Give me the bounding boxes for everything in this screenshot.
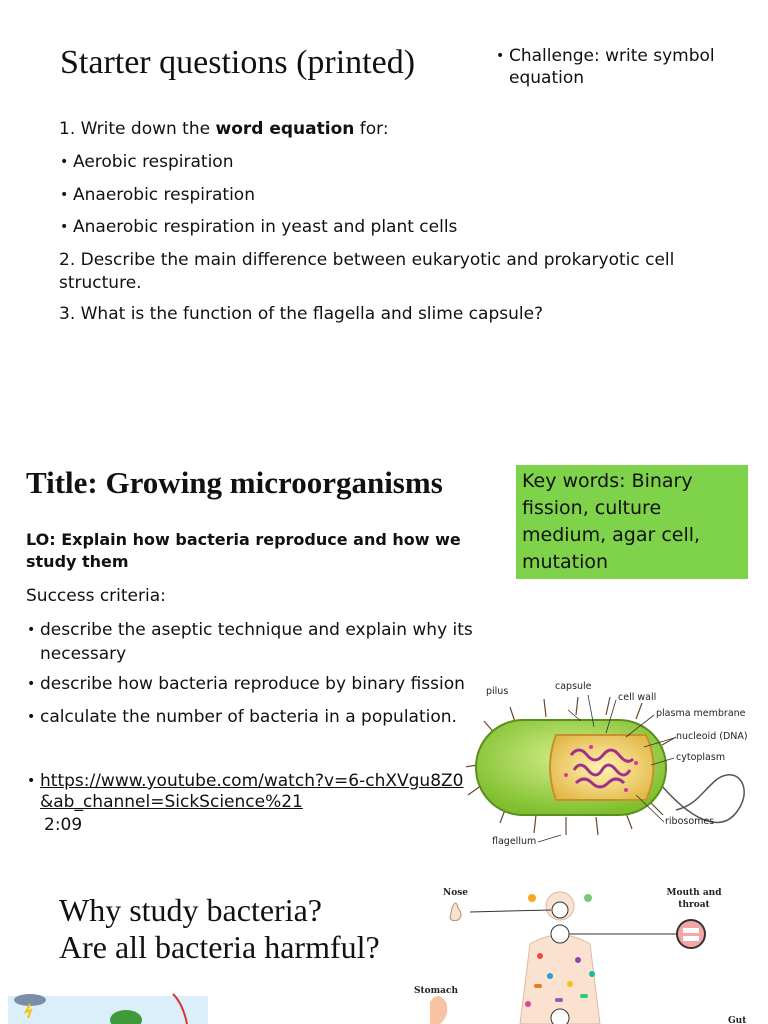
label-gut: Gut	[728, 1016, 747, 1024]
label-pilus: pilus	[486, 686, 509, 697]
bullet-icon: •	[27, 622, 36, 638]
question-2: 2. Describe the main difference between eukaryotic and prokaryotic cell structure.	[59, 250, 675, 293]
bullet-icon: •	[496, 48, 505, 64]
bullet-icon: •	[27, 709, 36, 725]
criteria-item: • describe the aseptic technique and explain why its necessary	[27, 620, 473, 664]
question-1-bullet: • Anaerobic respiration in yeast and plant cells	[60, 217, 458, 237]
bullet-icon: •	[60, 154, 69, 170]
bullet-icon: •	[60, 187, 69, 203]
label-ribosomes: ribosomes	[665, 816, 715, 827]
label-nose: Nose	[443, 888, 469, 898]
learning-objective: LO: Explain how bacteria reproduce and how we study them	[26, 530, 461, 571]
question-3: 3. What is the function of the flagella and slime capsule?	[59, 304, 544, 324]
human-microbiome-diagram	[410, 884, 758, 1024]
question-1: 1. Write down the word equation for:	[59, 119, 389, 139]
label-capsule: capsule	[555, 681, 592, 692]
criteria-item: • describe how bacteria reproduce by binary fission	[27, 674, 465, 694]
label-cell-wall: cell wall	[618, 692, 657, 703]
bullet-icon: •	[27, 773, 36, 789]
label-flagellum: flagellum	[492, 836, 537, 847]
slide-why-study-bacteria	[0, 868, 768, 1024]
slide-starter-questions	[0, 0, 768, 430]
bacterium-diagram	[466, 675, 748, 855]
challenge-text: • Challenge: write symbol equation	[496, 46, 715, 88]
label-stomach: Stomach	[414, 986, 459, 996]
label-plasma-membrane: plasma membrane	[656, 708, 746, 719]
question-1-bullet: • Aerobic respiration	[60, 152, 234, 172]
label-nucleoid: nucleoid (DNA)	[676, 731, 748, 742]
question-1-bullet: • Anaerobic respiration	[60, 185, 255, 205]
video-link-item	[27, 771, 510, 813]
key-words-text: Key words: Binary fission, culture medium, agar cell, mutation	[522, 470, 701, 573]
bacterium-illustration	[466, 675, 748, 855]
youtube-link[interactable]: https://www.youtube.com/watch?v=6-chXVgu8Z0 &ab_channel=SickScience%21	[40, 771, 464, 812]
water-cycle-illustration	[8, 990, 208, 1024]
criteria-item: • calculate the number of bacteria in a population.	[27, 707, 457, 727]
label-cytoplasm: cytoplasm	[676, 752, 726, 763]
slide3-question-1: Why study bacteria?	[59, 892, 322, 928]
slide2-title: Title: Growing microorganisms	[26, 465, 443, 500]
bullet-icon: •	[27, 676, 36, 692]
slide1-title: Starter questions (printed)	[60, 44, 416, 81]
video-time: 2:09	[44, 815, 83, 835]
key-words-box	[516, 465, 748, 579]
bullet-icon: •	[60, 219, 69, 235]
label-mouth-throat: Mouth and throat	[666, 888, 722, 910]
slide-growing-microorganisms	[0, 440, 768, 858]
success-criteria-label: Success criteria:	[26, 586, 166, 606]
slide3-question-2: Are all bacteria harmful?	[59, 929, 380, 965]
